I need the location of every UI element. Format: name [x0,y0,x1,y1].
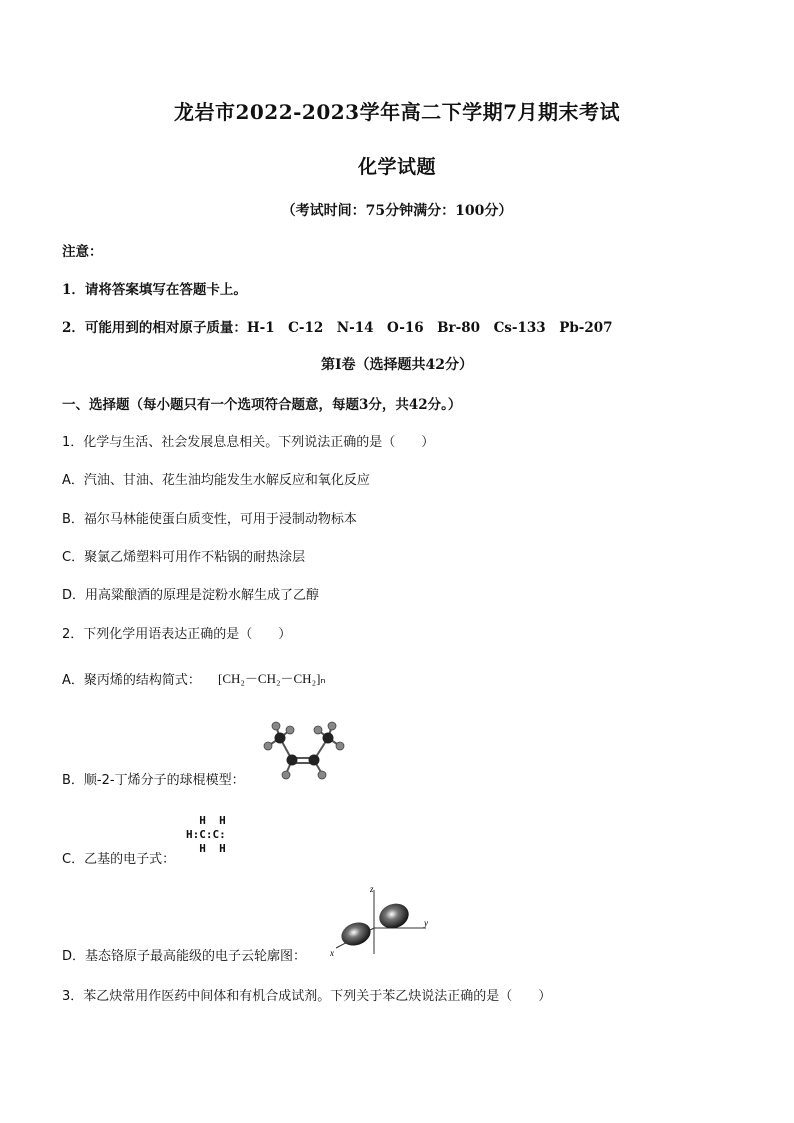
ethyl-electron-formula [186,814,226,856]
d-orbital-electron-cloud-icon [326,884,436,960]
polypropylene-formula: [CH₂－CH₂－CH₂]ₙ [218,671,326,686]
electron-formula-row-3: H H [186,842,226,855]
q2-stem: 2．下列化学用语表达正确的是（ ） [62,627,292,642]
q1-stem: 1．化学与生活、社会发展息息相关。下列说法正确的是（ ） [62,435,435,450]
q2-option-d: D．基态铬原子最高能级的电子云轮廓图： [62,949,307,964]
q1-option-b: B．福尔马林能使蛋白质变性，可用于浸制动物标本 [62,512,357,527]
q2-option-b: B．顺-2-丁烯分子的球棍模型： [62,773,245,788]
axis-y-label: y [424,918,428,928]
notes-item-2: 2．可能用到的相对原子质量：H-1 C-12 N-14 O-16 Br-80 Cs-133 Pb-207 [62,320,613,336]
q2-option-a: A．聚丙烯的结构简式： [62,673,201,688]
q1-option-a: A．汽油、甘油、花生油均能发生水解反应和氧化反应 [62,473,370,488]
exam-time: （考试时间：75分钟满分：100分） [281,203,513,219]
axis-x-label: x [330,948,334,958]
axis-z-label: z [370,884,374,894]
notes-item-1: 1．请将答案填写在答题卡上。 [62,282,247,298]
q2-option-c: C．乙基的电子式： [62,852,176,867]
notes-label: 注意： [62,244,103,260]
q1-option-c: C．聚氯乙烯塑料可用作不粘锅的耐热涂层 [62,550,306,565]
exam-title: 龙岩市2022-2023学年高二下学期7月期末考试 [173,100,621,124]
electron-formula-row-1: H H [186,814,226,827]
section-heading: 一、选择题（每小题只有一个选项符合题意，每题3分，共42分。） [62,397,462,413]
exam-subtitle: 化学试题 [357,156,436,178]
q1-option-d: D．用高粱酿酒的原理是淀粉水解生成了乙醇 [62,588,320,603]
q3-stem: 3．苯乙炔常用作医药中间体和有机合成试剂。下列关于苯乙炔说法正确的是（ ） [62,989,552,1004]
part-one-heading: 第Ⅰ卷（选择题共42分） [320,357,474,373]
cis-2-butene-ball-stick-model-icon [256,718,352,782]
electron-formula-row-2: H:C:C: [186,828,226,841]
